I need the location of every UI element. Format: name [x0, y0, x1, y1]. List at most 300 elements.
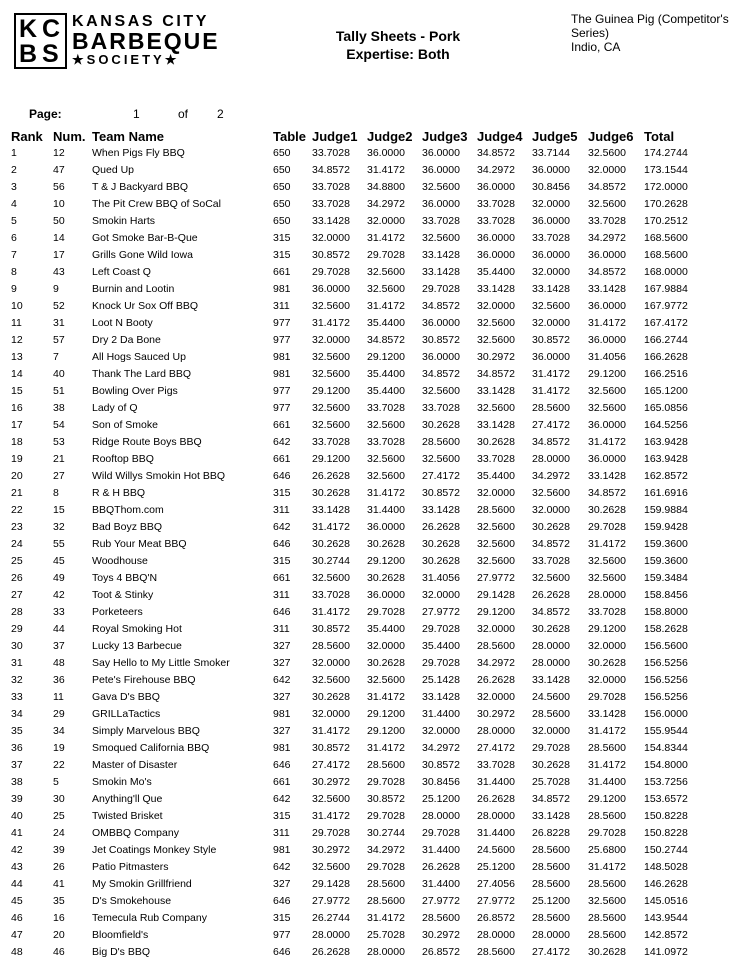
table-row: [0, 417, 750, 434]
num-cell: 10: [53, 198, 65, 210]
judge6-cell: 33.1428: [588, 708, 626, 720]
team-name-cell: GRILLaTactics: [92, 708, 161, 720]
table-row: [0, 876, 750, 893]
team-name-cell: Gava D's BBQ: [92, 691, 160, 703]
table-row: [0, 808, 750, 825]
rank-cell: 38: [11, 776, 23, 788]
judge1-cell: 30.2628: [312, 487, 350, 499]
total-cell: 146.2628: [644, 878, 688, 890]
judge3-cell: 30.2628: [422, 538, 460, 550]
judge3-cell: 28.5600: [422, 436, 460, 448]
total-cell: 142.8572: [644, 929, 688, 941]
table-row: [0, 383, 750, 400]
judge2-cell: 31.4172: [367, 691, 405, 703]
judge2-cell: 29.1200: [367, 725, 405, 737]
kcbs-logo: [14, 13, 232, 70]
judge4-cell: 30.2972: [477, 708, 515, 720]
judge6-cell: 28.0000: [588, 589, 626, 601]
header-total: Total: [644, 129, 675, 144]
judge2-cell: 32.0000: [367, 640, 405, 652]
judge2-cell: 34.8800: [367, 181, 405, 193]
judge5-cell: 28.0000: [532, 657, 570, 669]
event-venue: [571, 12, 741, 54]
judge4-cell: 31.4400: [477, 776, 515, 788]
team-name-cell: Bowling Over Pigs: [92, 385, 178, 397]
judge5-cell: 26.2628: [532, 589, 570, 601]
table-row: [0, 298, 750, 315]
team-name-cell: Big D's BBQ: [92, 946, 151, 958]
judge6-cell: 31.4172: [588, 436, 626, 448]
total-cell: 158.2628: [644, 623, 688, 635]
table-row: [0, 400, 750, 417]
judge3-cell: 26.2628: [422, 521, 460, 533]
num-cell: 21: [53, 453, 65, 465]
total-cell: 141.0972: [644, 946, 688, 958]
rank-cell: 23: [11, 521, 23, 533]
team-name-cell: Twisted Brisket: [92, 810, 163, 822]
team-name-cell: Lucky 13 Barbecue: [92, 640, 182, 652]
judge3-cell: 30.8572: [422, 487, 460, 499]
table-cell: 315: [273, 810, 291, 822]
judge3-cell: 30.8456: [422, 776, 460, 788]
table-row: [0, 740, 750, 757]
header-team: Team Name: [92, 129, 165, 144]
judge2-cell: 30.8572: [367, 793, 405, 805]
num-cell: 12: [53, 147, 65, 159]
rank-cell: 6: [11, 232, 17, 244]
judge2-cell: 34.8572: [367, 334, 405, 346]
judge5-cell: 28.0000: [532, 453, 570, 465]
rank-cell: 33: [11, 691, 23, 703]
rank-cell: 22: [11, 504, 23, 516]
total-cell: 170.2628: [644, 198, 688, 210]
table-cell: 315: [273, 555, 291, 567]
table-row: [0, 332, 750, 349]
table-cell: 311: [273, 623, 290, 635]
table-cell: 981: [273, 368, 291, 380]
table-cell: 642: [273, 674, 291, 686]
judge1-cell: 28.0000: [312, 929, 350, 941]
rank-cell: 39: [11, 793, 23, 805]
judge3-cell: 36.0000: [422, 164, 460, 176]
judge5-cell: 26.8228: [532, 827, 570, 839]
total-cell: 168.0000: [644, 266, 688, 278]
total-cell: 156.5256: [644, 674, 688, 686]
judge3-cell: 30.8572: [422, 759, 460, 771]
table-row: [0, 638, 750, 655]
kcbs-logo-mark: [14, 13, 67, 69]
judge4-cell: 35.4400: [477, 266, 515, 278]
event-name-line2: Series): [571, 26, 610, 40]
num-cell: 57: [53, 334, 65, 346]
judge6-cell: 29.1200: [588, 368, 626, 380]
num-cell: 48: [53, 657, 65, 669]
judge1-cell: 31.4172: [312, 810, 350, 822]
judge2-cell: 32.5600: [367, 453, 405, 465]
judge1-cell: 27.4172: [312, 759, 350, 771]
judge3-cell: 33.1428: [422, 249, 460, 261]
judge3-cell: 30.8572: [422, 334, 460, 346]
judge2-cell: 32.5600: [367, 470, 405, 482]
judge4-cell: 32.0000: [477, 300, 515, 312]
num-cell: 9: [53, 283, 59, 295]
judge6-cell: 34.8572: [588, 181, 626, 193]
team-name-cell: Grills Gone Wild Iowa: [92, 249, 193, 261]
total-cell: 154.8000: [644, 759, 688, 771]
judge3-cell: 32.0000: [422, 725, 460, 737]
table-cell: 661: [273, 419, 291, 431]
judge2-cell: 29.7028: [367, 606, 405, 618]
judge4-cell: 32.5600: [477, 538, 515, 550]
judge5-cell: 30.2628: [532, 521, 570, 533]
table-row: [0, 196, 750, 213]
judge4-cell: 32.5600: [477, 317, 515, 329]
num-cell: 45: [53, 555, 65, 567]
team-name-cell: All Hogs Sauced Up: [92, 351, 186, 363]
team-name-cell: Pete's Firehouse BBQ: [92, 674, 196, 686]
judge5-cell: 34.8572: [532, 606, 570, 618]
table-cell: 981: [273, 283, 291, 295]
judge4-cell: 32.0000: [477, 623, 515, 635]
judge1-cell: 36.0000: [312, 283, 350, 295]
team-name-cell: Wild Willys Smokin Hot BBQ: [92, 470, 226, 482]
judge5-cell: 24.5600: [532, 691, 570, 703]
judge1-cell: 32.5600: [312, 402, 350, 414]
team-name-cell: Ridge Route Boys BBQ: [92, 436, 202, 448]
rank-cell: 47: [11, 929, 23, 941]
judge1-cell: 29.7028: [312, 827, 350, 839]
table-cell: 315: [273, 232, 291, 244]
num-cell: 49: [53, 572, 65, 584]
judge6-cell: 28.5600: [588, 810, 626, 822]
judge5-cell: 27.4172: [532, 946, 570, 958]
total-cell: 156.5256: [644, 657, 688, 669]
table-row: [0, 859, 750, 876]
num-cell: 40: [53, 368, 65, 380]
table-cell: 315: [273, 487, 291, 499]
judge4-cell: 34.2972: [477, 164, 515, 176]
judge5-cell: 30.8572: [532, 334, 570, 346]
judge5-cell: 27.4172: [532, 419, 570, 431]
table-row: [0, 213, 750, 230]
table-cell: 650: [273, 198, 291, 210]
judge4-cell: 32.5600: [477, 555, 515, 567]
judge1-cell: 26.2628: [312, 946, 350, 958]
num-cell: 24: [53, 827, 65, 839]
rank-cell: 1: [11, 147, 17, 159]
num-cell: 37: [53, 640, 65, 652]
total-cell: 150.2744: [644, 844, 688, 856]
table-cell: 646: [273, 946, 291, 958]
judge4-cell: 26.2628: [477, 793, 515, 805]
judge1-cell: 31.4172: [312, 606, 350, 618]
judge5-cell: 28.5600: [532, 878, 570, 890]
judge5-cell: 32.0000: [532, 317, 570, 329]
table-header: [0, 128, 750, 145]
table-row: [0, 944, 750, 961]
team-name-cell: Son of Smoke: [92, 419, 158, 431]
logo-line-society: ★SOCIETY★: [72, 52, 180, 67]
judge6-cell: 32.5600: [588, 385, 626, 397]
rank-cell: 46: [11, 912, 23, 924]
rank-cell: 48: [11, 946, 23, 958]
rank-cell: 42: [11, 844, 23, 856]
judge6-cell: 32.0000: [588, 640, 626, 652]
table-cell: 661: [273, 266, 291, 278]
judge1-cell: 32.5600: [312, 861, 350, 873]
num-cell: 26: [53, 861, 65, 873]
judge2-cell: 34.2972: [367, 844, 405, 856]
total-cell: 159.9884: [644, 504, 688, 516]
team-name-cell: The Pit Crew BBQ of SoCal: [92, 198, 221, 210]
judge4-cell: 32.5600: [477, 334, 515, 346]
judge1-cell: 31.4172: [312, 317, 350, 329]
rank-cell: 11: [11, 317, 22, 329]
num-cell: 50: [53, 215, 65, 227]
total-cell: 156.0000: [644, 708, 688, 720]
judge5-cell: 28.5600: [532, 402, 570, 414]
rank-cell: 24: [11, 538, 23, 550]
rank-cell: 8: [11, 266, 17, 278]
table-row: [0, 485, 750, 502]
judge1-cell: 30.8572: [312, 742, 350, 754]
num-cell: 43: [53, 266, 65, 278]
rank-cell: 17: [11, 419, 23, 431]
judge6-cell: 31.4172: [588, 861, 626, 873]
judge6-cell: 31.4172: [588, 759, 626, 771]
num-cell: 53: [53, 436, 65, 448]
total-cell: 158.8000: [644, 606, 688, 618]
rank-cell: 44: [11, 878, 23, 890]
table-row: [0, 162, 750, 179]
rank-cell: 35: [11, 725, 23, 737]
judge6-cell: 31.4056: [588, 351, 626, 363]
team-name-cell: Dry 2 Da Bone: [92, 334, 161, 346]
total-cell: 153.6572: [644, 793, 688, 805]
table-cell: 646: [273, 538, 291, 550]
table-cell: 981: [273, 844, 291, 856]
team-name-cell: Got Smoke Bar-B-Que: [92, 232, 198, 244]
judge6-cell: 33.1428: [588, 470, 626, 482]
judge3-cell: 31.4056: [422, 572, 460, 584]
table-row: [0, 536, 750, 553]
judge3-cell: 33.1428: [422, 504, 460, 516]
team-name-cell: OMBBQ Company: [92, 827, 179, 839]
judge4-cell: 28.0000: [477, 810, 515, 822]
judge2-cell: 28.5600: [367, 895, 405, 907]
rank-cell: 25: [11, 555, 23, 567]
judge5-cell: 31.4172: [532, 368, 570, 380]
total-cell: 172.0000: [644, 181, 688, 193]
judge2-cell: 28.5600: [367, 878, 405, 890]
judge5-cell: 28.5600: [532, 912, 570, 924]
table-cell: 642: [273, 521, 291, 533]
judge6-cell: 31.4172: [588, 725, 626, 737]
judge4-cell: 35.4400: [477, 470, 515, 482]
judge4-cell: 28.5600: [477, 946, 515, 958]
judge1-cell: 33.7028: [312, 147, 350, 159]
judge1-cell: 32.5600: [312, 300, 350, 312]
rank-cell: 32: [11, 674, 23, 686]
judge4-cell: 29.1428: [477, 589, 515, 601]
rank-cell: 7: [11, 249, 17, 261]
judge2-cell: 29.1200: [367, 708, 405, 720]
table-row: [0, 264, 750, 281]
judge1-cell: 30.2972: [312, 844, 350, 856]
rank-cell: 41: [11, 827, 23, 839]
judge6-cell: 31.4172: [588, 538, 626, 550]
team-name-cell: Simply Marvelous BBQ: [92, 725, 200, 737]
table-row: [0, 604, 750, 621]
num-cell: 15: [53, 504, 65, 516]
team-name-cell: D's Smokehouse: [92, 895, 172, 907]
team-name-cell: BBQThom.com: [92, 504, 164, 516]
judge3-cell: 30.2628: [422, 555, 460, 567]
judge6-cell: 31.4400: [588, 776, 626, 788]
table-row: [0, 825, 750, 842]
rank-cell: 37: [11, 759, 23, 771]
judge3-cell: 32.5600: [422, 181, 460, 193]
team-name-cell: Smokin Mo's: [92, 776, 152, 788]
table-cell: 327: [273, 725, 291, 737]
judge4-cell: 26.8572: [477, 912, 515, 924]
judge4-cell: 33.7028: [477, 453, 515, 465]
judge6-cell: 34.8572: [588, 487, 626, 499]
judge6-cell: 28.5600: [588, 878, 626, 890]
table-cell: 311: [273, 300, 290, 312]
total-cell: 150.8228: [644, 827, 688, 839]
table-cell: 977: [273, 402, 291, 414]
judge4-cell: 24.5600: [477, 844, 515, 856]
judge2-cell: 29.1200: [367, 555, 405, 567]
num-cell: 5: [53, 776, 59, 788]
team-name-cell: When Pigs Fly BBQ: [92, 147, 185, 159]
total-cell: 168.5600: [644, 249, 688, 261]
judge2-cell: 29.7028: [367, 861, 405, 873]
judge3-cell: 34.2972: [422, 742, 460, 754]
num-cell: 55: [53, 538, 65, 550]
judge5-cell: 25.1200: [532, 895, 570, 907]
judge5-cell: 36.0000: [532, 215, 570, 227]
total-cell: 163.9428: [644, 436, 688, 448]
table-cell: 642: [273, 861, 291, 873]
header-judge2: Judge2: [367, 129, 413, 144]
judge5-cell: 32.0000: [532, 198, 570, 210]
table-row: [0, 774, 750, 791]
judge6-cell: 29.1200: [588, 623, 626, 635]
judge2-cell: 35.4400: [367, 368, 405, 380]
judge1-cell: 31.4172: [312, 521, 350, 533]
judge3-cell: 31.4400: [422, 878, 460, 890]
judge1-cell: 26.2744: [312, 912, 350, 924]
judge4-cell: 33.7028: [477, 198, 515, 210]
team-name-cell: Left Coast Q: [92, 266, 151, 278]
rank-cell: 26: [11, 572, 23, 584]
judge2-cell: 32.0000: [367, 215, 405, 227]
header-num: Num.: [53, 129, 86, 144]
total-cell: 150.8228: [644, 810, 688, 822]
judge1-cell: 32.0000: [312, 657, 350, 669]
rank-cell: 31: [11, 657, 23, 669]
report-title-category: Tally Sheets - Pork: [335, 28, 461, 44]
judge3-cell: 31.4400: [422, 844, 460, 856]
table-cell: 315: [273, 912, 291, 924]
judge2-cell: 32.5600: [367, 266, 405, 278]
team-name-cell: Bloomfield's: [92, 929, 149, 941]
table-cell: 981: [273, 351, 291, 363]
team-name-cell: Anything'll Que: [92, 793, 163, 805]
table-cell: 642: [273, 793, 291, 805]
table-row: [0, 672, 750, 689]
num-cell: 20: [53, 929, 65, 941]
header-judge1: Judge1: [312, 129, 358, 144]
logo-letter-c: C: [42, 15, 61, 43]
table-row: [0, 927, 750, 944]
table-row: [0, 502, 750, 519]
num-cell: 14: [53, 232, 65, 244]
total-cell: 159.3484: [644, 572, 688, 584]
team-name-cell: Say Hello to My Little Smoker: [92, 657, 230, 669]
judge1-cell: 28.5600: [312, 640, 350, 652]
table-cell: 646: [273, 606, 291, 618]
total-cell: 155.9544: [644, 725, 688, 737]
judge5-cell: 33.1428: [532, 674, 570, 686]
judge4-cell: 36.0000: [477, 232, 515, 244]
judge4-cell: 34.2972: [477, 657, 515, 669]
judge6-cell: 36.0000: [588, 419, 626, 431]
judge4-cell: 32.5600: [477, 521, 515, 533]
judge1-cell: 29.7028: [312, 266, 350, 278]
num-cell: 27: [53, 470, 65, 482]
num-cell: 32: [53, 521, 65, 533]
table-row: [0, 145, 750, 162]
judge3-cell: 33.1428: [422, 691, 460, 703]
num-cell: 44: [53, 623, 65, 635]
judge5-cell: 30.8456: [532, 181, 570, 193]
judge5-cell: 33.7144: [532, 147, 570, 159]
judge2-cell: 31.4172: [367, 300, 405, 312]
table-row: [0, 570, 750, 587]
table-row: [0, 723, 750, 740]
table-row: [0, 587, 750, 604]
judge3-cell: 26.2628: [422, 861, 460, 873]
judge3-cell: 32.5600: [422, 453, 460, 465]
judge3-cell: 36.0000: [422, 198, 460, 210]
judge4-cell: 25.1200: [477, 861, 515, 873]
logo-line-kansas-city: KANSAS CITY: [72, 13, 210, 30]
logo-letter-s: S: [42, 40, 59, 68]
judge6-cell: 28.5600: [588, 912, 626, 924]
judge5-cell: 30.2628: [532, 759, 570, 771]
judge3-cell: 34.8572: [422, 368, 460, 380]
team-name-cell: Woodhouse: [92, 555, 148, 567]
judge6-cell: 29.7028: [588, 827, 626, 839]
table-cell: 977: [273, 317, 291, 329]
table-cell: 650: [273, 181, 291, 193]
judge1-cell: 29.1428: [312, 878, 350, 890]
judge6-cell: 33.7028: [588, 215, 626, 227]
judge6-cell: 36.0000: [588, 453, 626, 465]
page-label: Page:: [29, 107, 62, 121]
judge3-cell: 33.1428: [422, 266, 460, 278]
judge2-cell: 29.7028: [367, 776, 405, 788]
judge1-cell: 27.9772: [312, 895, 350, 907]
total-cell: 173.1544: [644, 164, 688, 176]
team-name-cell: Master of Disaster: [92, 759, 178, 771]
event-name-line1: The Guinea Pig (Competitor's: [571, 12, 729, 26]
judge1-cell: 30.2628: [312, 691, 350, 703]
rank-cell: 3: [11, 181, 17, 193]
